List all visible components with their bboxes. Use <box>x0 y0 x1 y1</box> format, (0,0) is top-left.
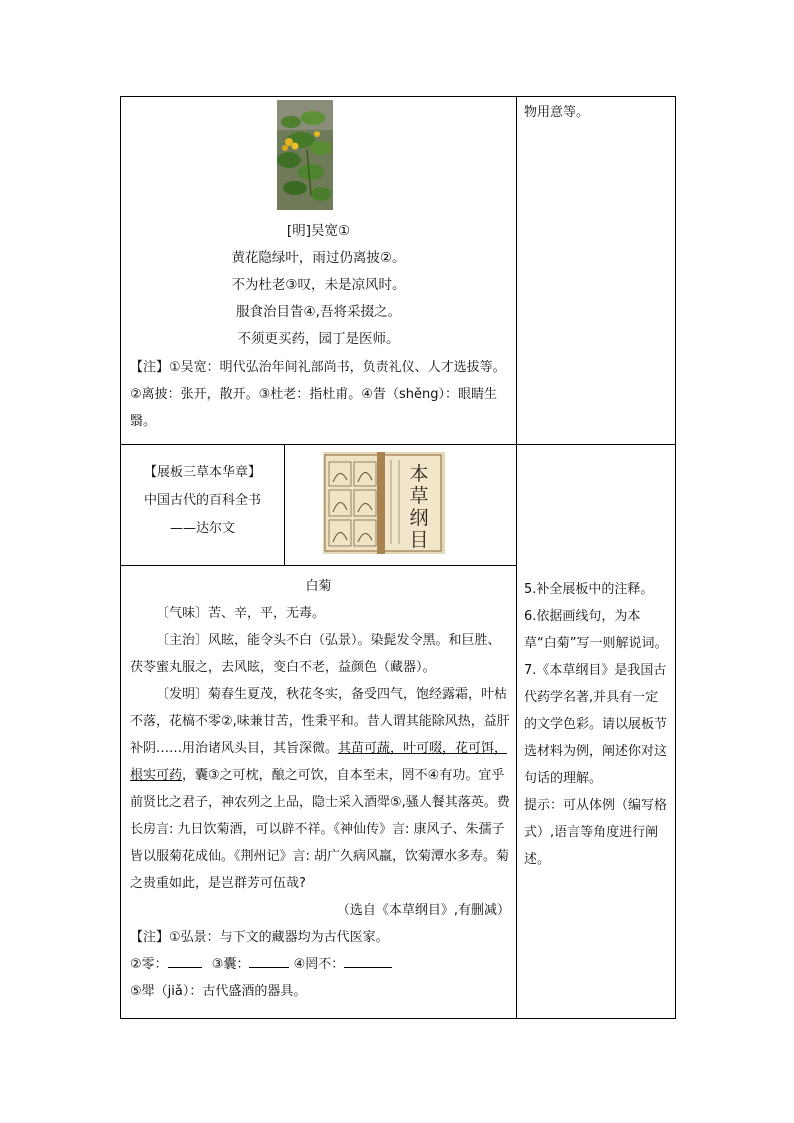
table-middle-divider <box>516 96 517 1019</box>
note-4-label: ④罔不： <box>293 957 345 972</box>
para-faming-a: 〔发明〕菊春生夏茂，秋花冬实，备受四气，饱经露霜，叶枯不落，花槁不零②,味兼甘苦，性秉平和。昔人谓其能除风热，益肝补阴……用治诸风头目，其旨深微。 <box>130 687 510 756</box>
question-5: 5.补全展板中的注释。 <box>524 582 654 597</box>
question-7: 7.《本草纲目》是我国古代药学名著,并具有一定的文学色彩。请以展板节选材料为例，阐述你对这句话的理解。 <box>524 663 668 786</box>
source-line: （选自《本草纲目》,有删减） <box>336 903 510 918</box>
question-6: 6.依据画线句，为本草“白菊”写一则解说词。 <box>524 609 668 651</box>
poem-line-3: 服食治目眚④,吾将采掇之。 <box>236 304 401 320</box>
row2-image-cell <box>285 445 516 565</box>
board-title: 【展板三草本华章】 <box>143 465 261 480</box>
board-line-1: 中国古代的百科全书 <box>143 493 261 508</box>
poem-author: [明]吴宽① <box>286 223 351 239</box>
underlined-sentence: 其苗可蔬，叶可啜，花可饵，根实可药 <box>130 741 508 783</box>
poem-line-2: 不为杜老③叹，未是凉风时。 <box>231 277 406 293</box>
blank-nang[interactable] <box>249 955 289 968</box>
row1-left-cell <box>121 97 516 444</box>
table-bottom-border <box>120 1018 676 1019</box>
board-line-2: ——达尔文 <box>169 521 235 536</box>
svg-text:纲: 纲 <box>409 507 429 529</box>
para-faming-b: ，囊③之可枕，酿之可饮，自本至末，罔不④有功。宜乎前贤比之君子，神农列之上品，隐士采入酒斝⑤,骚人餐其落英。费长房言: 九日饮菊酒，可以辟不祥。《神仙传》言: 康风子、朱孺子皆以服菊花成仙。《荆州记》言: 胡广久病风羸，饮菊潭水多寿。菊之贵重如此，是岂群芳可伍哉? <box>130 768 510 891</box>
para-qiwei: 〔气味〕苦、辛，平，无毒。 <box>156 606 326 621</box>
para-zhuzhi: 〔主治〕风眩，能令头不白（弘景）。染髭发令黑。和巨胜、茯苓蜜丸服之，去风眩，变白不老，益颜色（藏器）。 <box>130 633 501 675</box>
note-blanks <box>130 951 510 978</box>
poem-line-1: 黄花隐绿叶，雨过仍离披②。 <box>231 250 406 266</box>
svg-text:目: 目 <box>409 529 429 551</box>
table-right-border <box>675 96 676 1019</box>
row1-right-text: 物用意等。 <box>524 105 590 120</box>
question-hint: 提示：可从体例（编写格式）,语言等角度进行阐述。 <box>524 798 668 867</box>
book-photo <box>323 452 445 554</box>
blank-ling[interactable] <box>168 955 202 968</box>
note-5: ⑤斝（jiǎ）：古代盛酒的器具。 <box>130 984 307 999</box>
article-title: 白菊 <box>305 579 332 594</box>
note-1: 【注】①弘景：与下文的藏器均为古代医家。 <box>130 930 389 945</box>
plant-photo <box>277 100 333 210</box>
note-3-label: ③囊： <box>211 957 250 972</box>
row3-right-cell <box>524 576 670 873</box>
poem-line-4: 不须更买药，园丁是医师。 <box>237 331 400 347</box>
note-2-label: ②零： <box>130 957 168 972</box>
blank-wangbu[interactable] <box>344 955 392 968</box>
row3-left-cell <box>121 566 516 1018</box>
svg-text:草: 草 <box>409 485 429 507</box>
poem-notes: 【注】①吴宽：明代弘治年间礼部尚书，负责礼仪、人才选拔等。②离披：张开，散开。③杜老：指杜甫。④眚（shěng）：眼睛生翳。 <box>130 360 506 429</box>
row2-left-cell <box>121 445 284 565</box>
svg-text:本: 本 <box>409 463 429 485</box>
para-faming <box>130 681 510 897</box>
